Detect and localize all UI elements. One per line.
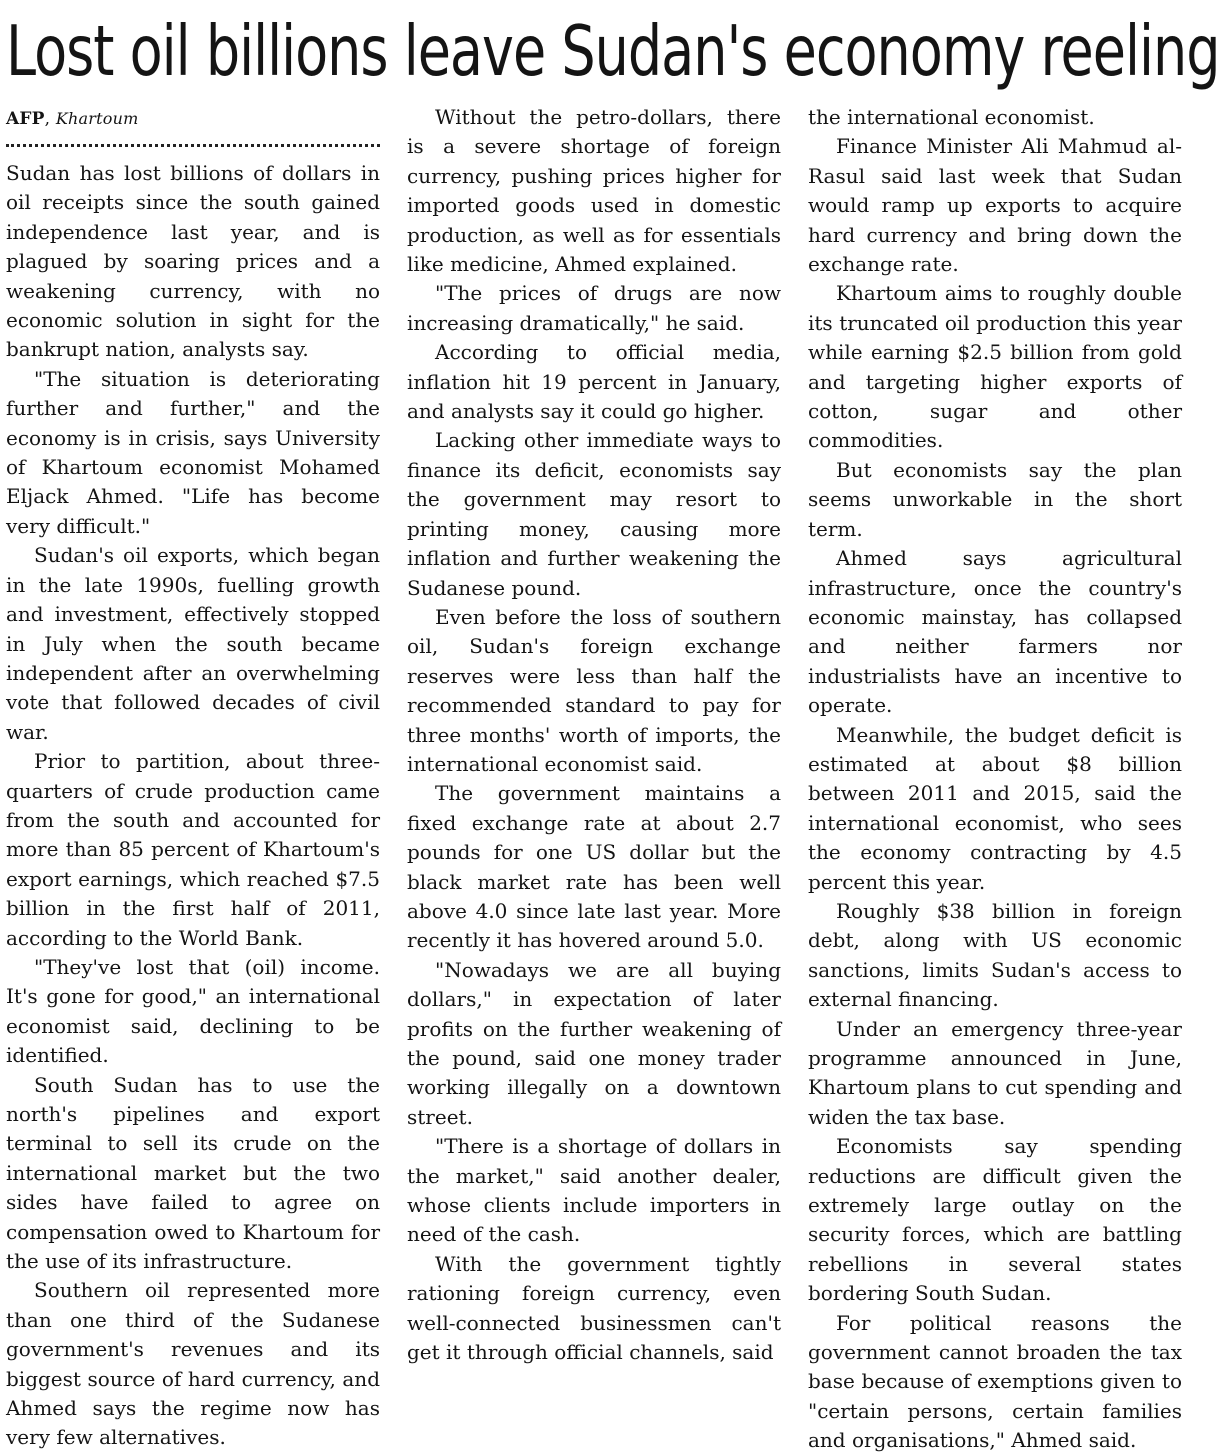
paragraph: Without the petro-dollars, there is a severe shortage of foreign currency, pushing prices higher for imported goods used in domestic production, as well as for essentials like medicine, Ahmed explained. [407, 105, 781, 277]
paragraph: "They've lost that (oil) income. It's gone for good," an international economist said, declining to be identified. [6, 954, 380, 1068]
paragraph: Prior to partition, about three-quarters of crude production came from the south and accounted for more than 85 percent of Khartoum's export earnings, which reached $7.5 billion in the first half of 2011, according to the World Bank. [6, 749, 380, 950]
paragraph: "The prices of drugs are now increasing dramatically," he said. [407, 281, 781, 335]
paragraph: The government maintains a fixed exchange rate at about 2.7 pounds for one US dollar but the black market rate has been well above 4.0 since late last year. More recently it has hovered around 5.0. [407, 781, 781, 953]
paragraph: Southern oil represented more than one third of the Sudanese government's revenues and its biggest source of hard currency, and Ahmed says the regime now has very few alternatives. [6, 1278, 380, 1450]
paragraph: But economists say the plan seems unworkable in the short term. [808, 457, 1182, 541]
paragraph: Even before the loss of southern oil, Sudan's foreign exchange reserves were less than half the recommended standard to pay for three months' worth of imports, the international economist said. [407, 604, 781, 776]
article-column-1 [6, 103, 380, 1450]
paragraph: Meanwhile, the budget deficit is estimated at about $8 billion between 2011 and 2015, said the international economist, who sees the economy contracting by 4.5 percent this year. [808, 722, 1182, 894]
paragraph: "The situation is deteriorating further and further," and the economy is in crisis, says University of Khartoum economist Mohamed Eljack Ahmed. "Life has become very difficult." [6, 366, 380, 538]
paragraph: With the government tightly rationing foreign currency, even well-connected businessmen can't get it through official channels, said [407, 1251, 781, 1365]
paragraph: "Nowadays we are all buying dollars," in expectation of later profits on the further weakening of the pound, said one money trader working illegally on a downtown street. [407, 957, 781, 1129]
paragraph-continuation: the international economist. [808, 105, 1095, 129]
paragraph: According to official media, inflation hit 19 percent in January, and analysts say it could go higher. [407, 340, 781, 424]
paragraph: Economists say spending reductions are difficult given the extremely large outlay on the security forces, which are battling rebellions in several states bordering South Sudan. [808, 1134, 1182, 1306]
article-headline: Lost oil billions leave Sudan's economy reeling [6, 11, 1220, 92]
paragraph: Khartoum aims to roughly double its truncated oil production this year while earning $2.5 billion from gold and targeting higher exports of cotton, sugar and other commodities. [808, 281, 1182, 453]
byline [6, 103, 380, 133]
paragraph: Lacking other immediate ways to finance its deficit, economists say the government may resort to printing money, causing more inflation and further weakening the Sudanese pound. [407, 428, 781, 600]
paragraph: Sudan has lost billions of dollars in oil receipts since the south gained independence last year, and is plagued by soaring prices and a weakening currency, with no economic solution in sight for the bankrupt nation, analysts say. [6, 161, 380, 362]
paragraph: Under an emergency three-year programme announced in June, Khartoum plans to cut spending and widen the tax base. [808, 1016, 1182, 1129]
byline-location: Khartoum [55, 109, 139, 128]
paragraph: Ahmed says agricultural infrastructure, once the country's economic mainstay, has collapsed and neither farmers nor industrialists have an incentive to operate. [808, 546, 1182, 718]
paragraph: "There is a shortage of dollars in the market," said another dealer, whose clients include importers in need of the cash. [407, 1134, 781, 1247]
paragraph: Finance Minister Ali Mahmud al-Rasul said last week that Sudan would ramp up exports to acquire hard currency and bring down the exchange rate. [808, 134, 1182, 277]
paragraph: Sudan's oil exports, which began in the late 1990s, fuelling growth and investment, effectively stopped in July when the south became independent after an overwhelming vote that followed decades of civil war. [6, 543, 380, 744]
paragraph: South Sudan has to use the north's pipelines and export terminal to sell its crude on the international market but the two sides have failed to agree on compensation owed to Khartoum for the use of its infrastructure. [6, 1072, 380, 1274]
paragraph: For political reasons the government cannot broaden the tax base because of exemptions given to "certain persons, certain families and organisations," Ahmed said. [808, 1310, 1182, 1453]
article-column-2 [407, 103, 781, 1365]
byline-agency: AFP [6, 109, 45, 129]
paragraph: Roughly $38 billion in foreign debt, along with US economic sanctions, limits Sudan's access to external financing. [808, 898, 1182, 1012]
dotted-divider [6, 144, 380, 147]
byline-separator: , [44, 109, 56, 129]
article-column-3 [808, 103, 1182, 1453]
